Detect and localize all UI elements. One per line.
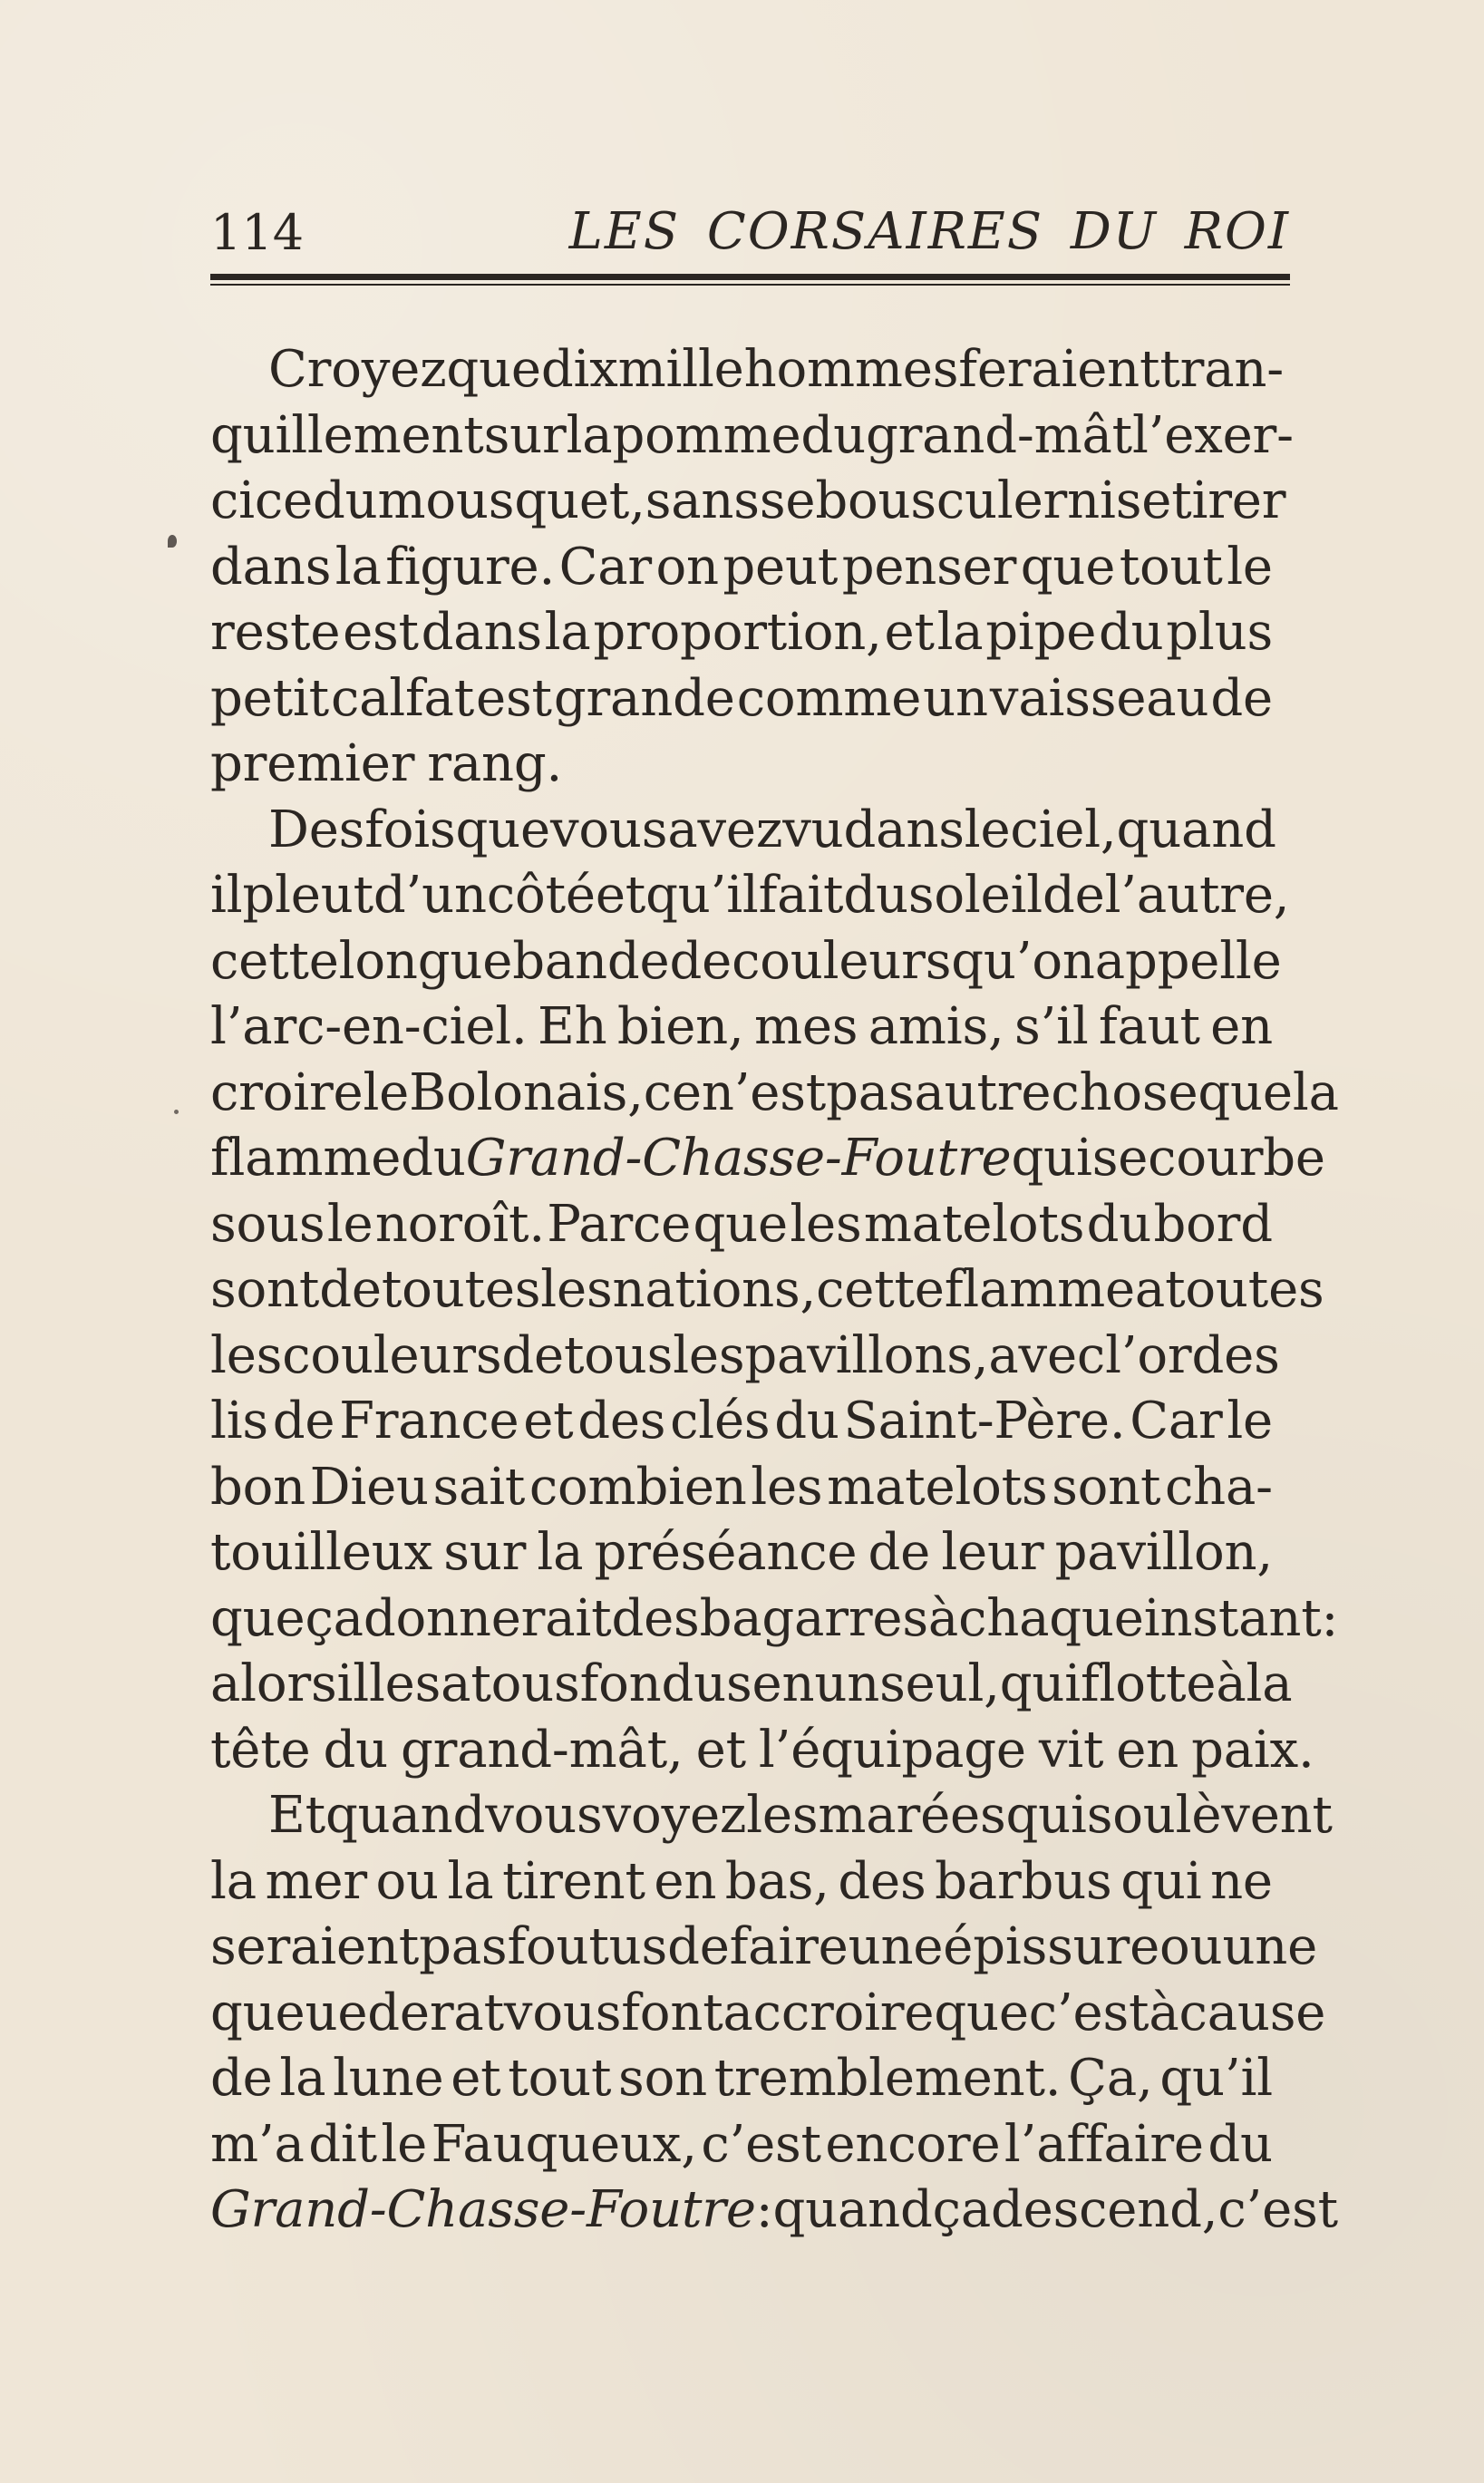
word: matelots	[827, 1457, 1048, 1517]
word: la	[210, 1851, 257, 1911]
word: du	[323, 1720, 389, 1780]
word: l’équipage	[758, 1720, 1026, 1780]
word: pavillons,	[744, 1325, 989, 1385]
word: Fauqueux,	[431, 2114, 697, 2174]
word: la	[537, 1523, 584, 1582]
word: cause	[1178, 1983, 1326, 2042]
word: dix	[540, 340, 618, 399]
word: encore	[825, 2114, 1001, 2174]
word: qui	[1011, 1129, 1092, 1188]
word: que	[455, 800, 550, 859]
text-line	[210, 732, 1273, 798]
word: cette	[816, 1260, 945, 1319]
word: des	[1191, 1325, 1280, 1385]
word: figure.	[385, 537, 556, 597]
word: vous	[485, 1786, 603, 1845]
word: préséance	[594, 1523, 858, 1582]
word: bord	[1153, 1194, 1273, 1254]
text-line	[210, 798, 1276, 864]
word: s’il	[1014, 997, 1089, 1056]
word: fois	[364, 800, 456, 859]
word: l’autre,	[1104, 866, 1290, 925]
word: cha-	[1164, 1457, 1273, 1517]
book-title: LES CORSAIRES DU ROI	[568, 202, 1290, 261]
text-line	[210, 2112, 1273, 2178]
word: de	[669, 931, 732, 991]
word: soleil	[907, 866, 1043, 925]
word: soulèvent	[1086, 1786, 1333, 1845]
word: vit	[1038, 1720, 1104, 1780]
word: Car	[558, 537, 652, 597]
word: bande	[512, 931, 670, 991]
word: tous	[470, 1654, 580, 1713]
word: et	[695, 1720, 746, 1780]
word: que	[934, 1983, 1029, 2042]
word: feraient	[958, 340, 1160, 399]
word: la	[447, 1851, 494, 1911]
word: :	[1321, 1588, 1339, 1648]
word: m’a	[210, 2114, 305, 2174]
word: tous	[563, 1325, 674, 1385]
word: des	[611, 1588, 700, 1648]
word: cette	[210, 931, 339, 991]
word: bagarres	[699, 1588, 928, 1648]
word: et	[595, 866, 646, 925]
word: proportion,	[593, 603, 882, 662]
word: dans	[421, 603, 542, 662]
word: Eh	[537, 997, 607, 1056]
word: lis	[210, 1392, 268, 1450]
word: du	[312, 471, 378, 530]
word: alors	[210, 1654, 337, 1713]
word: chose	[1051, 1062, 1198, 1122]
word: rat	[429, 1983, 504, 2042]
word: côté	[486, 866, 596, 925]
word: l’or	[1105, 1325, 1192, 1385]
word: à	[1216, 1654, 1246, 1713]
word: avec	[988, 1325, 1106, 1385]
word: la	[1246, 1654, 1293, 1713]
word: sur	[483, 405, 567, 465]
word: le	[326, 1194, 373, 1254]
word: appelle	[1094, 931, 1282, 991]
word: à	[927, 1588, 959, 1648]
word: autre	[914, 1062, 1052, 1122]
text-line	[210, 666, 1273, 732]
word: de	[210, 2049, 273, 2108]
word: Grand-Chasse-Foutre	[210, 2180, 756, 2239]
word: accroire	[723, 1983, 935, 2042]
word: de	[667, 1917, 730, 1976]
word: clés	[670, 1392, 771, 1450]
word: Des	[268, 800, 365, 859]
word: tirer	[1171, 471, 1286, 530]
word: premier	[210, 734, 415, 793]
word: ciel,	[1010, 800, 1117, 859]
word: dans	[210, 537, 332, 597]
word: bien,	[616, 997, 744, 1056]
word: mer	[265, 1851, 367, 1911]
word: comme	[736, 668, 922, 728]
word: le	[381, 2114, 428, 2174]
word: ou	[375, 1851, 439, 1911]
word: Car	[1130, 1392, 1223, 1450]
word: quand	[1116, 800, 1276, 859]
word: de	[1043, 866, 1105, 925]
word: cice	[210, 471, 313, 530]
word: que	[210, 1588, 306, 1648]
word: l’arc-en-ciel.	[210, 997, 528, 1056]
word: qu’il	[1159, 2049, 1273, 2108]
word: c’est	[1217, 2180, 1338, 2239]
word: l’exer-	[1131, 405, 1294, 465]
word: c’est	[1028, 1983, 1149, 2042]
word: la	[936, 603, 984, 662]
word: une	[1222, 1917, 1318, 1976]
word: dit	[308, 2114, 377, 2174]
word: pleut	[242, 866, 373, 925]
word: ne	[1210, 1851, 1273, 1911]
word: il	[336, 1654, 369, 1713]
word: mes	[753, 997, 858, 1056]
word: ce	[643, 1062, 702, 1122]
word: en	[654, 1851, 717, 1911]
margin-ink-dot	[174, 1110, 179, 1114]
word: a	[441, 1654, 471, 1713]
text-line	[210, 1981, 1326, 2047]
word: tout	[508, 2049, 612, 2108]
word: de	[367, 1983, 430, 2042]
word: le	[1227, 537, 1273, 597]
word: leur	[941, 1523, 1044, 1582]
word: Croyez	[268, 340, 447, 399]
word: voyez	[602, 1786, 747, 1845]
word: rang.	[427, 734, 563, 793]
word: a	[1134, 1260, 1166, 1319]
text-line	[210, 2046, 1273, 2112]
word: faut	[1098, 997, 1200, 1056]
word: flotte	[1081, 1654, 1217, 1713]
word: Parce	[547, 1194, 692, 1254]
word: un	[923, 668, 988, 728]
text-line	[210, 1257, 1324, 1324]
text-line	[210, 863, 1290, 929]
word: est	[343, 603, 419, 662]
word: courbe	[1148, 1129, 1325, 1188]
word: de	[319, 1260, 382, 1319]
word: à	[1149, 1983, 1179, 2042]
word: ça	[932, 2180, 992, 2239]
word: la	[566, 405, 613, 465]
word: noroît.	[374, 1194, 545, 1254]
word: toutes	[1165, 1260, 1324, 1319]
word: sont	[210, 1260, 320, 1319]
word: Ça,	[1068, 2049, 1153, 2108]
word: du	[774, 1392, 839, 1450]
word: se	[759, 471, 816, 530]
word: touilleux	[210, 1523, 433, 1582]
word: les	[790, 1194, 862, 1254]
margin-ink-mark	[168, 535, 177, 548]
word: c’est	[701, 2114, 821, 2174]
word: croire	[210, 1062, 364, 1122]
word: vous	[503, 1983, 622, 2042]
word: on	[655, 537, 719, 597]
word: fait	[758, 866, 844, 925]
text-line	[210, 994, 1273, 1061]
word: épissure	[943, 1917, 1160, 1976]
word: les	[746, 1786, 819, 1845]
text-line	[210, 1520, 1273, 1586]
word: qu’il	[645, 866, 759, 925]
word: fondus	[579, 1654, 752, 1713]
word: sur	[443, 1523, 527, 1582]
word: seul,	[879, 1654, 1000, 1713]
header-rule	[210, 274, 1290, 280]
word: chaque	[958, 1588, 1144, 1648]
text-line	[210, 2177, 1338, 2244]
text-line	[210, 1061, 1339, 1127]
word: France	[339, 1392, 519, 1450]
word: la	[544, 603, 591, 662]
word: de	[272, 1392, 335, 1450]
text-line	[210, 337, 1284, 403]
word: tout	[1119, 537, 1223, 597]
word: toutes	[381, 1260, 541, 1319]
text-line	[210, 1718, 1314, 1784]
word: vous	[549, 800, 668, 859]
word: les	[368, 1654, 441, 1713]
word: instant	[1143, 1588, 1322, 1648]
word: un	[814, 1654, 880, 1713]
word: avez	[667, 800, 783, 859]
word: une	[848, 1917, 944, 1976]
word: Grand-Chasse-Foutre	[465, 1129, 1012, 1188]
word: le	[363, 1062, 410, 1122]
word: le	[1227, 1392, 1273, 1450]
word: du	[1208, 2114, 1273, 2174]
word: qui	[999, 1654, 1081, 1713]
page-number: 114	[210, 204, 305, 261]
word: bousculer	[815, 471, 1068, 530]
word: qui	[1120, 1851, 1202, 1911]
word: longue	[338, 931, 513, 991]
word: quand	[772, 2180, 933, 2239]
word: Dieu	[309, 1457, 429, 1517]
word: seraient	[210, 1917, 420, 1976]
word: de	[501, 1325, 564, 1385]
word: Saint-Père.	[843, 1392, 1126, 1450]
word: mille	[617, 340, 744, 399]
word: dans	[843, 800, 965, 859]
word: il	[210, 866, 243, 925]
word: son	[618, 2049, 707, 2108]
word: queue	[210, 1983, 368, 2042]
word: de	[868, 1523, 931, 1582]
word: du	[1098, 603, 1164, 662]
word: marées	[818, 1786, 1006, 1845]
text-line	[210, 1915, 1318, 1981]
word: en	[1210, 997, 1273, 1056]
text-line	[210, 1455, 1273, 1521]
word: que	[1020, 537, 1116, 597]
word: vaisseau	[989, 668, 1209, 728]
word: la	[279, 2049, 326, 2108]
word: les	[673, 1325, 745, 1385]
word: barbus	[935, 1851, 1112, 1911]
word: lune	[333, 2049, 444, 2108]
word: foutus	[507, 1917, 668, 1976]
word: du	[800, 405, 866, 465]
word: la	[335, 537, 382, 597]
word: se	[1115, 471, 1172, 530]
word: paix.	[1191, 1720, 1314, 1780]
word: de	[1210, 668, 1273, 728]
word: faire	[729, 1917, 849, 1976]
word: donnerait	[363, 1588, 612, 1648]
word: qu’on	[951, 931, 1095, 991]
text-line	[210, 1192, 1273, 1258]
word: d’un	[373, 866, 487, 925]
text-line	[210, 469, 1286, 535]
word: flamme	[944, 1260, 1135, 1319]
word: la	[1292, 1062, 1339, 1122]
word: reste	[210, 603, 341, 662]
word: les	[540, 1260, 613, 1319]
word: que	[1198, 1062, 1293, 1122]
word: le	[964, 800, 1011, 859]
text-line	[210, 1389, 1273, 1455]
word: flamme	[210, 1129, 402, 1188]
word: des	[577, 1392, 666, 1450]
word: grand-mât	[865, 405, 1132, 465]
word: :	[755, 2180, 773, 2239]
running-head	[210, 194, 1290, 261]
word: mousquet,	[377, 471, 645, 530]
word: amis,	[868, 997, 1004, 1056]
word: et	[884, 603, 935, 662]
word: est	[476, 668, 552, 728]
word: sans	[645, 471, 760, 530]
word: tête	[210, 1720, 311, 1780]
word: couleurs	[732, 931, 952, 991]
word: penser	[841, 537, 1017, 597]
word: sont	[1052, 1457, 1161, 1517]
header-rule-thin	[210, 284, 1290, 286]
text-line	[210, 403, 1294, 470]
text-line	[210, 1126, 1325, 1192]
text-line	[210, 929, 1282, 995]
word: pas	[826, 1062, 915, 1122]
word: sous	[210, 1194, 325, 1254]
word: pavillon,	[1054, 1523, 1273, 1582]
text-line	[210, 1652, 1293, 1718]
word: du	[1086, 1194, 1152, 1254]
word: tremblement.	[713, 2049, 1062, 2108]
word: font	[621, 1983, 723, 2042]
word: en	[752, 1654, 815, 1713]
word: ça	[305, 1588, 364, 1648]
word: ou	[1159, 1917, 1223, 1976]
word: grande	[553, 668, 735, 728]
word: bas,	[724, 1851, 829, 1911]
word: que	[693, 1194, 788, 1254]
word: pas	[419, 1917, 508, 1976]
body-text	[210, 337, 1339, 2244]
word: les	[210, 1325, 283, 1385]
word: ni	[1067, 471, 1116, 530]
word: quillement	[210, 405, 484, 465]
word: l’affaire	[1004, 2114, 1204, 2174]
word: grand-mât,	[401, 1720, 684, 1780]
word: pipe	[985, 603, 1097, 662]
word: quand	[325, 1786, 486, 1845]
word: et	[451, 2049, 501, 2108]
word: Et	[268, 1786, 325, 1845]
word: combien	[529, 1457, 747, 1517]
word: en	[1116, 1720, 1179, 1780]
word: couleurs	[282, 1325, 502, 1385]
text-line	[210, 600, 1273, 666]
word: plus	[1166, 603, 1273, 662]
word: Bolonais,	[409, 1062, 644, 1122]
word: calfat	[330, 668, 475, 728]
text-line	[210, 1324, 1280, 1390]
word: que	[446, 340, 541, 399]
word: peut	[723, 537, 839, 597]
word: petit	[210, 668, 329, 728]
text-line	[210, 1586, 1339, 1653]
word: matelots	[863, 1194, 1085, 1254]
text-line	[210, 1783, 1333, 1849]
text-line	[210, 1849, 1273, 1916]
word: pomme	[612, 405, 801, 465]
word: du	[843, 866, 908, 925]
word: hommes	[743, 340, 959, 399]
word: tran-	[1159, 340, 1284, 399]
word: bon	[210, 1457, 306, 1517]
word: nations,	[612, 1260, 817, 1319]
word: descend,	[991, 2180, 1218, 2239]
word: se	[1091, 1129, 1149, 1188]
word: n’est	[701, 1062, 827, 1122]
word: du	[401, 1129, 466, 1188]
word: qui	[1005, 1786, 1087, 1845]
word: tirent	[502, 1851, 645, 1911]
text-line	[210, 535, 1273, 601]
word: vu	[782, 800, 844, 859]
word: et	[523, 1392, 574, 1450]
word: des	[838, 1851, 926, 1911]
word: les	[751, 1457, 823, 1517]
word: sait	[432, 1457, 526, 1517]
